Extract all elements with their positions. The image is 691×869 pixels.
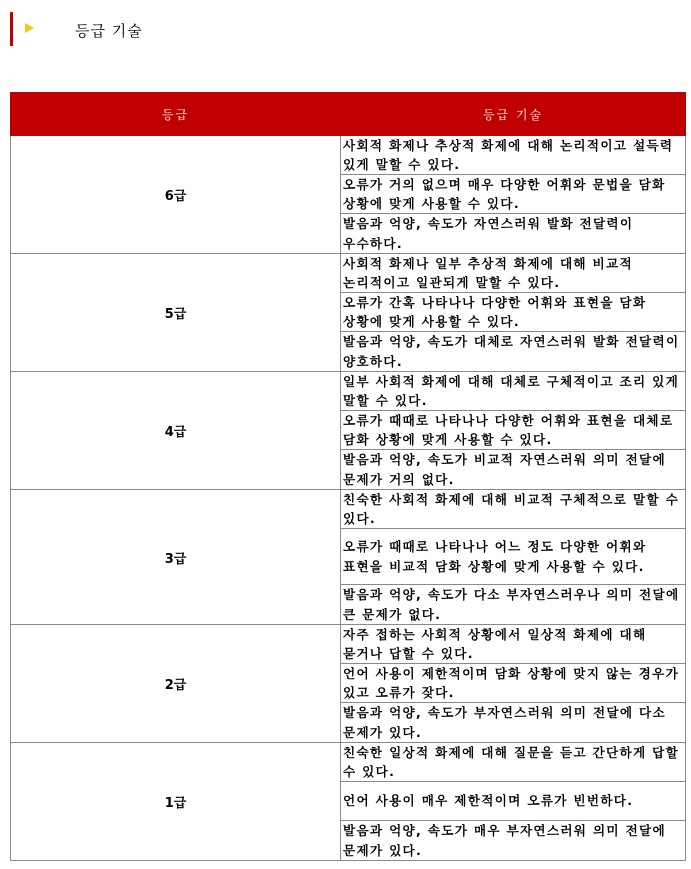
section-header xyxy=(10,12,410,46)
description-text: 친숙한 사회적 화제에 대해 비교적 구체적으로 말할 수 있다. xyxy=(343,491,680,526)
table-row xyxy=(11,625,686,743)
description-cell xyxy=(341,254,686,372)
column-header-description: 등급 기술 xyxy=(341,93,686,136)
description-item xyxy=(341,743,685,782)
grade-label: 1급 xyxy=(11,743,341,861)
grade-label: 3급 xyxy=(11,490,341,625)
table-row xyxy=(11,136,686,254)
description-text: 친숙한 일상적 화제에 대해 질문을 듣고 간단하게 답할 수 있다. xyxy=(343,744,680,779)
description-item xyxy=(341,703,685,742)
description-item xyxy=(341,821,685,860)
description-cell xyxy=(341,625,686,743)
description-text: 발음과 억양, 속도가 비교적 자연스러워 의미 전달에 문제가 거의 없다. xyxy=(343,452,666,487)
description-cell xyxy=(341,136,686,254)
description-item xyxy=(341,214,685,253)
grade-label: 4급 xyxy=(11,372,341,490)
description-item xyxy=(341,490,685,529)
description-item xyxy=(341,332,685,371)
description-cell xyxy=(341,743,686,861)
table-header-row xyxy=(11,93,686,136)
description-item xyxy=(341,372,685,411)
description-text: 발음과 억양, 속도가 자연스러워 발화 전달력이 우수하다. xyxy=(343,216,634,251)
description-text: 자주 접하는 사회적 상황에서 일상적 화제에 대해 묻거나 답할 수 있다. xyxy=(343,626,647,661)
description-item xyxy=(341,293,685,332)
description-cell xyxy=(341,490,686,625)
description-text: 사회적 화제나 일부 추상적 화제에 대해 비교적 논리적이고 일관되게 말할 수 있다. xyxy=(343,255,633,290)
description-item xyxy=(341,254,685,293)
description-text: 사회적 화제나 추상적 화제에 대해 논리적이고 설득력 있게 말할 수 있다. xyxy=(343,137,674,172)
description-item xyxy=(341,175,685,214)
table-row xyxy=(11,372,686,490)
column-header-grade: 등급 xyxy=(11,93,341,136)
description-text: 발음과 억양, 속도가 매우 부자연스러워 의미 전달에 문제가 있다. xyxy=(343,823,666,858)
description-text: 오류가 거의 없으며 매우 다양한 어휘와 문법을 담화 상황에 맞게 사용할 수 있다. xyxy=(343,176,666,211)
description-item xyxy=(341,136,685,175)
description-item xyxy=(341,411,685,450)
table-row xyxy=(11,254,686,372)
description-text: 오류가 때때로 나타나나 다양한 어휘와 표현을 대체로 담화 상황에 맞게 사용할 수 있다. xyxy=(343,412,674,447)
section-title: 등급 기술 xyxy=(75,22,143,40)
table-row xyxy=(11,743,686,861)
description-item xyxy=(341,664,685,703)
description-text: 일부 사회적 화제에 대해 대체로 구체적이고 조리 있게 말할 수 있다. xyxy=(343,373,680,408)
description-text: 오류가 간혹 나타나나 다양한 어휘와 표현을 담화 상황에 맞게 사용할 수 있다. xyxy=(343,294,647,329)
description-text: 언어 사용이 제한적이며 담화 상황에 맞지 않는 경우가 있고 오류가 잦다. xyxy=(343,665,680,700)
grade-label: 5급 xyxy=(11,254,341,372)
description-text: 발음과 억양, 속도가 다소 부자연스러우나 의미 전달에 큰 문제가 없다. xyxy=(343,587,680,622)
description-text: 발음과 억양, 속도가 부자연스러워 의미 전달에 다소 문제가 있다. xyxy=(343,705,666,740)
description-item xyxy=(341,450,685,489)
description-item xyxy=(341,529,685,585)
accent-bar xyxy=(10,12,13,46)
description-item xyxy=(341,585,685,624)
description-cell xyxy=(341,372,686,490)
triangle-bullet-icon xyxy=(25,23,34,33)
grade-description-table xyxy=(10,92,686,861)
grade-label: 2급 xyxy=(11,625,341,743)
table-row xyxy=(11,490,686,625)
description-item xyxy=(341,625,685,664)
description-text: 발음과 억양, 속도가 대체로 자연스러워 발화 전달력이 양호하다. xyxy=(343,334,680,369)
grade-label: 6급 xyxy=(11,136,341,254)
description-text: 언어 사용이 매우 제한적이며 오류가 빈번하다. xyxy=(343,793,634,809)
description-item xyxy=(341,782,685,821)
description-text: 오류가 때때로 나타나나 어느 정도 다양한 어휘와 표현을 비교적 담화 상황에 맞게 사용할 수 있다. xyxy=(343,539,647,574)
